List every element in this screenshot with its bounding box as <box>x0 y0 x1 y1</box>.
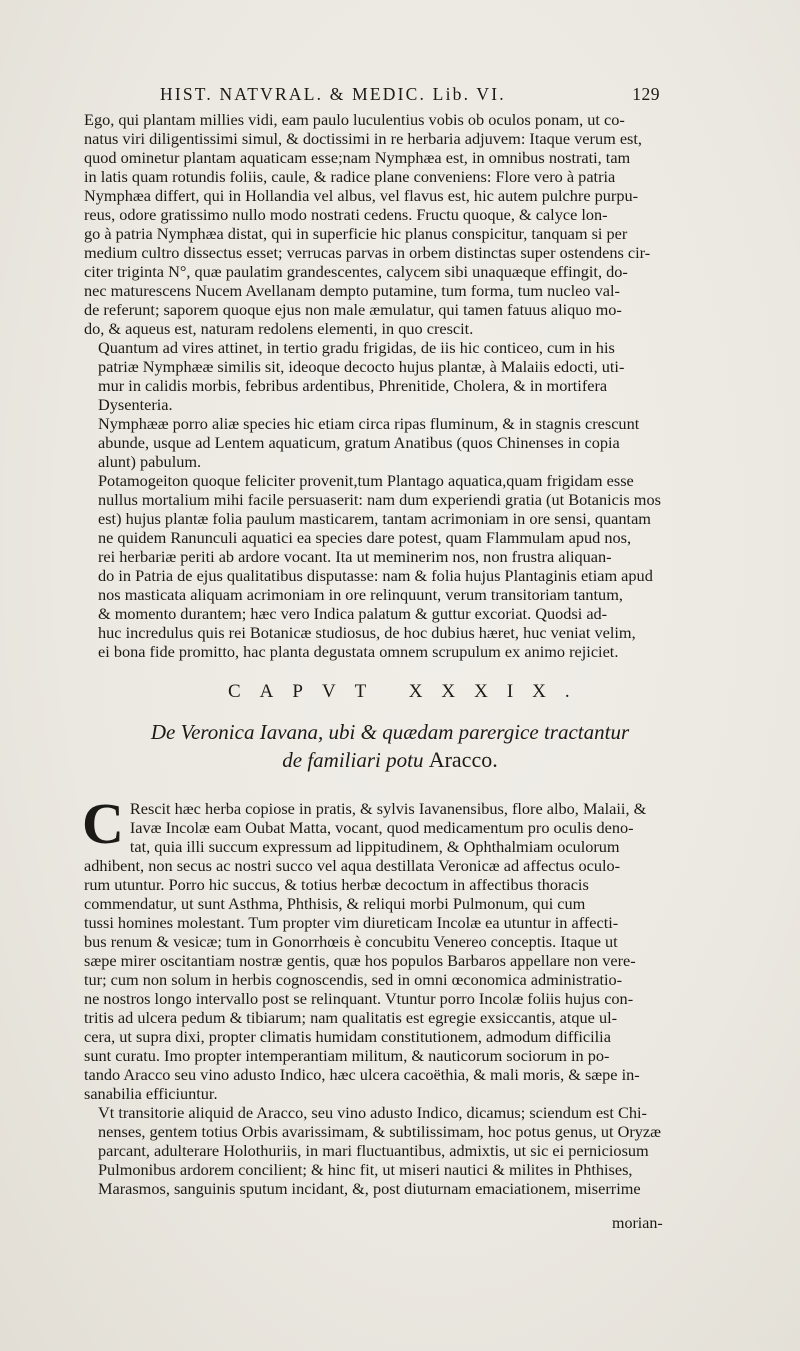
text-line: sunt curatu. Imo propter intemperantiam militum, & nauticorum sociorum in po- <box>84 1046 610 1065</box>
text-line: Iavæ Incolæ eam Oubat Matta, vocant, quod medicamentum pro oculis deno- <box>129 818 634 837</box>
text-line: nullus mortalium mihi facile persuaserit: nam dum experiendi gratia (ut Botanicis mos <box>98 490 661 509</box>
section-nymphaea <box>84 110 664 661</box>
text-line: commendatur, ut sunt Asthma, Phthisis, & reliqui morbi Pulmonum, qui cum <box>84 894 586 913</box>
text-line: tat, quia illi succum expressum ad lippitudinem, & Ophthalmiam oculorum <box>129 837 620 856</box>
text-line: parcant, adulterare Holothuriis, in mari fluctuantibus, admixtis, ut sic ei perniciosum <box>98 1141 649 1160</box>
paragraph <box>84 414 664 471</box>
running-header <box>160 84 660 105</box>
chapter-title: CAPVT XXXIX. <box>228 681 589 702</box>
text-line: sæpe mirer oscitantiam nostræ gentis, quæ hos populos Barbaros appellare non vere- <box>84 951 636 970</box>
text-line: in latis quam rotundis foliis, caule, & radice plane conveniens: Flore vero à patria <box>84 167 616 186</box>
text-line: Dysenteria. <box>98 395 173 414</box>
drop-cap: C <box>82 791 124 856</box>
paragraph <box>84 110 664 338</box>
text-line: Rescit hæc herba copiose in pratis, & sylvis Iavanensibus, flore albo, Malaii, & <box>129 799 647 818</box>
text-line: reus, odore gratissimo nullo modo nostrati cedens. Fructu quoque, & calyce lon- <box>84 205 608 224</box>
text-line: Marasmos, sanguinis sputum incidant, &, post diuturnam emaciationem, miserrime <box>98 1179 641 1198</box>
running-head: HIST. NATVRAL. & MEDIC. Lib. VI. <box>160 84 506 104</box>
text-line: medium cultro dissectus esset; verrucas parvas in orbem distinctas super ostendens cir- <box>84 243 651 262</box>
text-line: tritis ad ulcera pedum & tibiarum; nam qualitatis est egregie exsiccantis, atque ul- <box>84 1008 618 1027</box>
text-line: abunde, usque ad Lentem aquaticum, gratum Anatibus (quos Chinenses in copia <box>98 433 620 452</box>
text-line: Pulmonibus ardorem concilient; & hinc fit, ut miseri nautici & milites in Phthises, <box>98 1160 633 1179</box>
text-line: ne nostros longo intervallo post se relinquant. Vtuntur porro Incolæ foliis hujus con- <box>84 989 634 1008</box>
text-line: cera, ut supra dixi, propter climatis humidam constitutionem, admodum difficilia <box>84 1027 611 1046</box>
text-line: go à patria Nymphæa distat, qui in superficie hic planus conspicitur, tanquam si per <box>84 224 628 243</box>
text-line: do in Patria de ejus qualitatibus disputasse: nam & folia hujus Plantaginis etiam apud <box>98 566 653 585</box>
text-line: bus renum & vesicæ; tum in Gonorrhœis è concubitu Venereo conceptis. Itaque ut <box>84 932 618 951</box>
text-line: ne quidem Ranunculi aquatici ea species dare potest, quam Flammulam apud nos, <box>98 528 632 547</box>
text-line: do, & aqueus est, naturam redolens elementi, in quo crescit. <box>84 319 474 338</box>
section-veronica <box>82 791 664 1198</box>
page-number: 129 <box>632 84 660 104</box>
subtitle-line-1: De Veronica Iavana, ubi & quædam parergice tractantur <box>150 720 630 744</box>
text-line: adhibent, non secus ac nostri succo vel aqua destillata Veronicæ ad affectus oculo- <box>84 856 621 875</box>
paragraph <box>84 471 664 661</box>
text-line: est) hujus plantæ folia paulum masticarem, tantam acrimoniam in ore sensi, quantam <box>98 509 651 528</box>
paragraph <box>84 338 664 414</box>
paragraph <box>82 791 664 1103</box>
text-line: Potamogeiton quoque feliciter provenit,tum Plantago aquatica,quam frigidam esse <box>98 471 634 490</box>
text-line: alunt) pabulum. <box>98 452 202 471</box>
text-line: Vt transitorie aliquid de Aracco, seu vino adusto Indico, dicamus; sciendum est Chi- <box>98 1103 647 1122</box>
text-line: huc incredulus quis rei Botanicæ studiosus, de hoc dubius hæret, huc veniat velim, <box>98 623 636 642</box>
text-line: citer triginta N°, quæ paulatim grandescentes, calycem sibi unaquæque effingit, do- <box>84 262 628 281</box>
text-line: Quantum ad vires attinet, in tertio gradu frigidas, de iis hic conticeo, cum in his <box>98 338 615 357</box>
text-line: tur; cum non solum in herbis cognoscendis, sed in omni œconomica administratio- <box>84 970 623 989</box>
catchword: morian- <box>612 1215 663 1232</box>
text-line: rum utuntur. Porro hic succus, & totius herbæ decoctum in affectibus thoracis <box>84 875 589 894</box>
paragraph <box>84 1103 664 1198</box>
text-line: quod ominetur plantam aquaticam esse;nam Nymphæa est, in omnibus nostrati, tam <box>84 148 631 167</box>
text-line: sanabilia efficiuntur. <box>84 1084 218 1103</box>
chapter-subtitle <box>110 719 670 774</box>
text-line: Nymphææ porro aliæ species hic etiam circa ripas fluminum, & in stagnis crescunt <box>98 414 640 433</box>
text-line: rei herbariæ periti ab ardore vocant. Ita ut meminerim nos, non frustra aliquan- <box>98 547 612 566</box>
subtitle-line-2: de familiari potu <box>282 748 424 772</box>
text-line: patriæ Nymphææ similis sit, ideoque decocto hujus plantæ, à Malaiis edocti, uti- <box>98 357 625 376</box>
text-line: ei bona fide promitto, hac planta degustata omnem scrupulum ex animo rejiciet. <box>98 642 619 661</box>
text-line: tussi homines molestant. Tum propter vim diureticam Incolæ ea utuntur in affecti- <box>84 913 619 932</box>
text-line: Ego, qui plantam millies vidi, eam paulo luculentius vobis ob oculos ponam, ut co- <box>84 110 625 129</box>
text-line: & momento durantem; hæc vero Indica palatum & guttur excoriat. Quodsi ad- <box>98 604 608 623</box>
text-line: de referunt; saporem quoque ejus non male æmulatur, qui tamen fatuus aliquo mo- <box>84 300 622 319</box>
subtitle-aracco: Aracco. <box>428 747 498 772</box>
text-line: mur in calidis morbis, febribus ardentibus, Phrenitide, Cholera, & in mortifera <box>98 376 608 395</box>
text-line: tando Aracco seu vino adusto Indico, hæc ulcera cacoëthia, & mali moris, & sæpe in- <box>84 1065 640 1084</box>
text-line: nec maturescens Nucem Avellanam dempto putamine, tum forma, tum nucleo val- <box>84 281 620 300</box>
text-line: nenses, gentem totius Orbis avarissimam, & subtilissimam, hoc potus genus, ut Oryzæ <box>98 1122 662 1141</box>
text-line: natus viri diligentissimi simul, & doctissimi in re herbaria adjuvem: Itaque verum est, <box>84 129 642 148</box>
text-line: Nymphæa differt, qui in Hollandia vel albus, vel flavus est, hic autem pulchre purpu- <box>84 186 639 205</box>
text-line: nos masticata aliquam acrimoniam in ore relinquunt, verum transitoriam tantum, <box>98 585 623 604</box>
